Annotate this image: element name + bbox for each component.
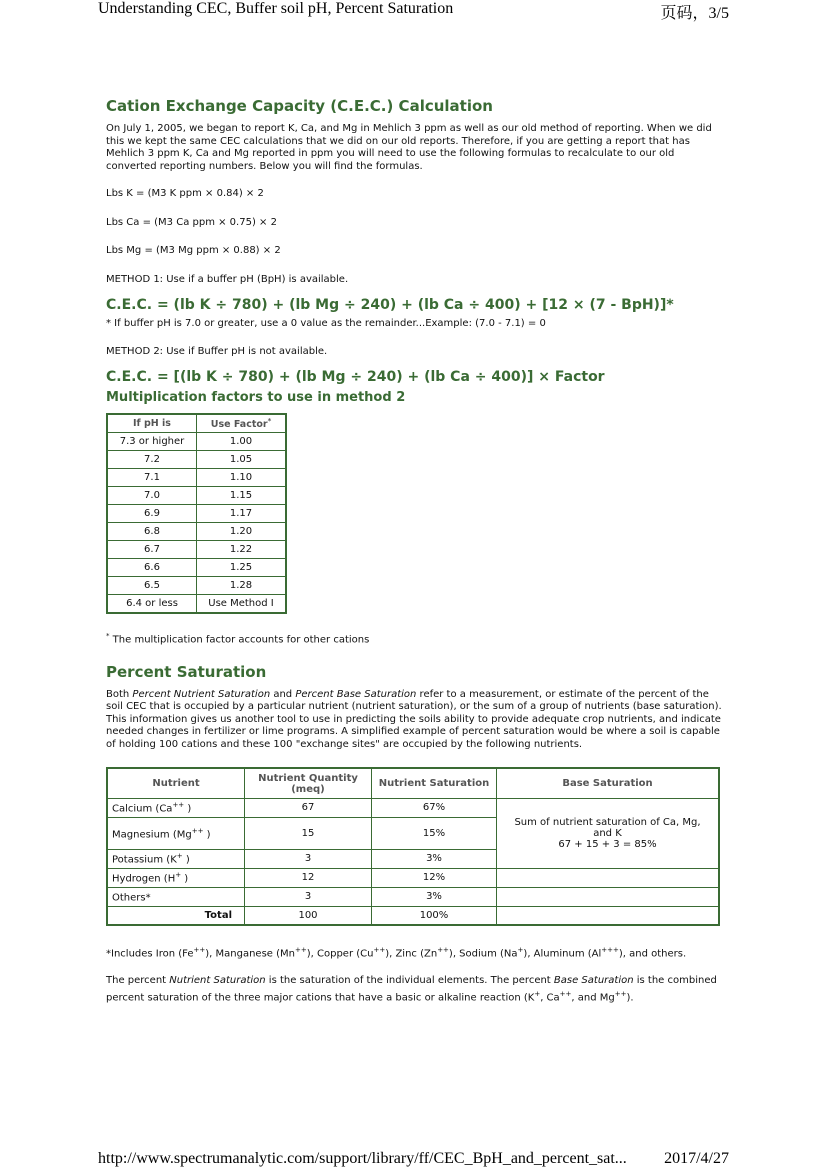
factors-heading: Multiplication factors to use in method 2 (106, 390, 406, 405)
factor-row (107, 577, 286, 595)
nutrient-name-cell: Calcium (Ca++ ) (107, 798, 245, 817)
saturation-heading: Percent Saturation (106, 662, 267, 681)
factor-value-cell: 1.15 (197, 487, 287, 505)
base-empty-cell (497, 868, 720, 887)
factor-value-cell: Use Method I (197, 595, 287, 614)
factor-col-factor: Use Factor* (197, 414, 287, 433)
nutrient-sat-cell: 67% (372, 798, 497, 817)
closing-paragraph: The percent Nutrient Saturation is the saturation of the individual elements. The percent Base Saturation is the combined percent saturation of the three major cations that have a basic or alkaline reaction (K+, Ca++, and Mg++). (106, 975, 717, 1003)
page-url: http://www.spectrumanalytic.com/support/library/ff/CEC_BpH_and_percent_sat... (98, 1150, 627, 1167)
factor-ph-cell: 7.0 (107, 487, 197, 505)
cec-formula-method-1: C.E.C. = (lb K ÷ 780) + (lb Mg ÷ 240) + (lb Ca ÷ 400) + [12 × (7 - BpH)]* (106, 297, 674, 313)
factor-row (107, 433, 286, 451)
col-quantity: Nutrient Quantity (meq) (245, 768, 372, 798)
base-empty-cell (497, 887, 720, 906)
nutrient-name-cell: Magnesium (Mg++ ) (107, 817, 245, 849)
document-body (106, 97, 722, 1004)
factor-row (107, 451, 286, 469)
factor-row (107, 487, 286, 505)
factor-col-ph: If pH is (107, 414, 197, 433)
nutrient-table (106, 767, 720, 926)
nutrient-name-cell: Potassium (K+ ) (107, 849, 245, 868)
factor-ph-cell: 6.7 (107, 541, 197, 559)
factor-ph-cell: 7.1 (107, 469, 197, 487)
nutrient-row (107, 798, 719, 817)
nutrient-name-cell: Others* (107, 887, 245, 906)
nutrient-qty-cell: 15 (245, 817, 372, 849)
buffer-note: * If buffer pH is 7.0 or greater, use a 0 value as the remainder...Example: (7.0 - 7.1) = 0 (106, 318, 546, 329)
total-row (107, 906, 719, 925)
cec-heading: Cation Exchange Capacity (C.E.C.) Calculation (106, 97, 493, 115)
saturation-paragraph: Both Percent Nutrient Saturation and Percent Base Saturation refer to a measurement, or estimate of the percent of the soil CEC that is occupied by a particular nutrient (nutrient saturation), or the sum of a group of nutrients (base saturation). This information gives us another tool to use in predicting the soils ability to provide adequate crop nutrients, and indicate needed changes in fertilizer or lime programs. A simplified example of percent saturation would be where a soil is capable of holding 100 cations and these 100 "exchange sites" are occupied by the following nutrients. (106, 688, 722, 750)
nutrient-sat-cell: 15% (372, 817, 497, 849)
factor-ph-cell: 7.3 or higher (107, 433, 197, 451)
factor-ph-cell: 6.8 (107, 523, 197, 541)
factor-ph-cell: 6.9 (107, 505, 197, 523)
factor-value-cell: 1.20 (197, 523, 287, 541)
nutrient-qty-cell: 12 (245, 868, 372, 887)
factor-row (107, 469, 286, 487)
formula-lbs-k: Lbs K = (M3 K ppm × 0.84) × 2 (106, 188, 264, 199)
nutrient-qty-cell: 3 (245, 849, 372, 868)
base-empty-cell (497, 906, 720, 925)
base-saturation-cell: Sum of nutrient saturation of Ca, Mg, and K 67 + 15 + 3 = 85% (497, 798, 720, 868)
total-label: Total (107, 906, 245, 925)
nutrient-sat-cell: 12% (372, 868, 497, 887)
col-saturation: Nutrient Saturation (372, 768, 497, 798)
cec-formula-method-2: C.E.C. = [(lb K ÷ 780) + (lb Mg ÷ 240) + (lb Ca ÷ 400)] × Factor (106, 369, 605, 385)
factor-value-cell: 1.10 (197, 469, 287, 487)
formula-lbs-mg: Lbs Mg = (M3 Mg ppm × 0.88) × 2 (106, 245, 281, 256)
factor-value-cell: 1.00 (197, 433, 287, 451)
nutrient-sat-cell: 3% (372, 849, 497, 868)
nutrient-name-cell: Hydrogen (H+ ) (107, 868, 245, 887)
factor-value-cell: 1.17 (197, 505, 287, 523)
includes-note: *Includes Iron (Fe++), Manganese (Mn++), Copper (Cu++), Zinc (Zn++), Sodium (Na+), Aluminum (Al+++), and others. (106, 946, 687, 960)
nutrient-qty-cell: 67 (245, 798, 372, 817)
factor-row (107, 559, 286, 577)
factor-ph-cell: 7.2 (107, 451, 197, 469)
page-number: 页码，3/5 (660, 5, 729, 22)
factor-row (107, 523, 286, 541)
col-base-saturation: Base Saturation (497, 768, 720, 798)
factor-value-cell: 1.05 (197, 451, 287, 469)
formula-lbs-ca: Lbs Ca = (M3 Ca ppm × 0.75) × 2 (106, 216, 277, 228)
factor-row (107, 595, 286, 614)
factor-row (107, 541, 286, 559)
factor-ph-cell: 6.4 or less (107, 595, 197, 614)
method-1: METHOD 1: Use if a buffer pH (BpH) is available. (106, 273, 349, 285)
total-sat: 100% (372, 906, 497, 925)
factor-footnote: * The multiplication factor accounts for other cations (106, 632, 370, 646)
factor-table (106, 413, 287, 614)
cec-intro: On July 1, 2005, we began to report K, Ca, and Mg in Mehlich 3 ppm as well as our old method of reporting. When we did this we kept the same CEC calculations that we did on our old reports. Therefore, if you are getting a report that has Mehlich 3 ppm K, Ca and Mg reported in ppm you will need to use the following formulas to recalculate to our old converted reporting numbers. Below you will find the formulas. (106, 123, 712, 172)
factor-value-cell: 1.22 (197, 541, 287, 559)
total-qty: 100 (245, 906, 372, 925)
factor-ph-cell: 6.5 (107, 577, 197, 595)
nutrient-qty-cell: 3 (245, 887, 372, 906)
factor-row (107, 505, 286, 523)
nutrient-row (107, 868, 719, 887)
col-nutrient: Nutrient (107, 768, 245, 798)
method-2: METHOD 2: Use if Buffer pH is not available. (106, 345, 328, 357)
factor-ph-cell: 6.6 (107, 559, 197, 577)
browser-page-title: Understanding CEC, Buffer soil pH, Percent Saturation (98, 0, 454, 17)
factor-value-cell: 1.25 (197, 559, 287, 577)
factor-value-cell: 1.28 (197, 577, 287, 595)
nutrient-row (107, 887, 719, 906)
print-date: 2017/4/27 (664, 1150, 729, 1167)
nutrient-sat-cell: 3% (372, 887, 497, 906)
